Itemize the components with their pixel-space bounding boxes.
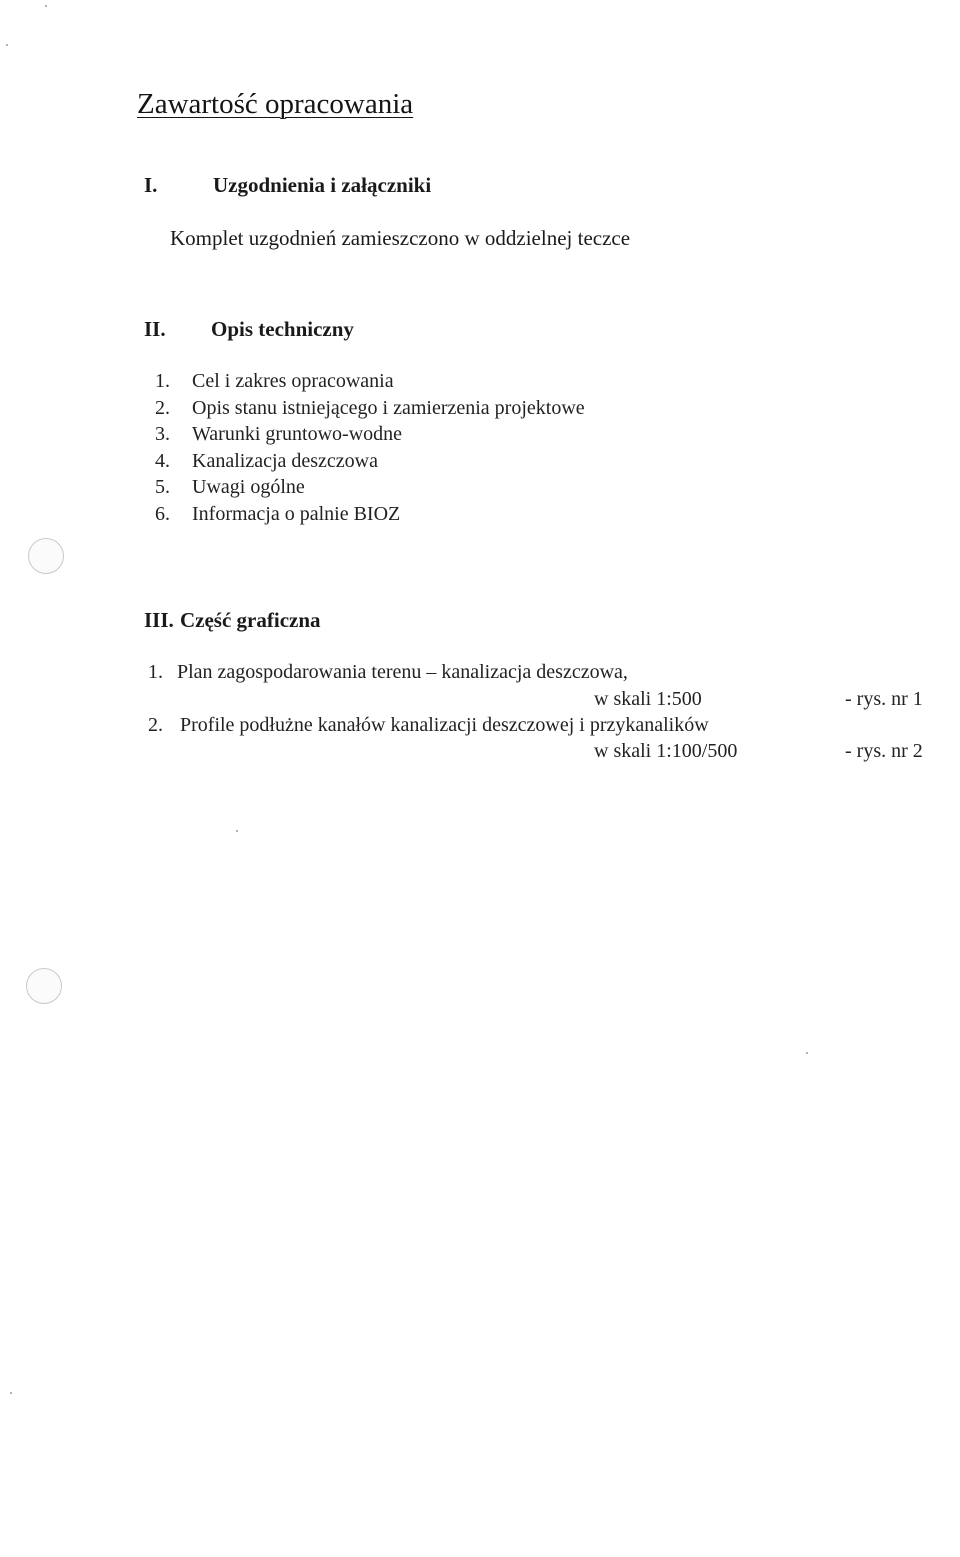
section-2-item-num: 3. — [155, 423, 170, 445]
punch-hole-lower — [26, 968, 62, 1004]
section-1-heading: Uzgodnienia i załączniki — [213, 173, 432, 197]
section-2-item-text: Opis stanu istniejącego i zamierzenia projektowe — [192, 397, 585, 419]
section-2-item-num: 1. — [155, 370, 170, 392]
section-2-item-num: 5. — [155, 476, 170, 498]
scan-speck — [10, 1392, 12, 1394]
section-3-heading: Część graficzna — [180, 608, 321, 632]
section-3-item-scale: w skali 1:500 — [594, 688, 702, 710]
section-3-item-ref: - rys. nr 1 — [845, 688, 923, 710]
section-3-item-num: 2. — [148, 714, 163, 736]
section-2-item-text: Cel i zakres opracowania — [192, 370, 394, 392]
section-3-item-num: 1. — [148, 661, 163, 683]
scan-speck — [6, 44, 8, 46]
scan-speck — [806, 1052, 808, 1054]
section-2-item-num: 2. — [155, 397, 170, 419]
section-2-item-text: Uwagi ogólne — [192, 476, 305, 498]
section-3-item-text: Profile podłużne kanałów kanalizacji deszczowej i przykanalików — [180, 714, 709, 736]
section-3-item-text: Plan zagospodarowania terenu – kanalizacja deszczowa, — [177, 661, 628, 683]
section-2-numeral: II. — [144, 317, 166, 341]
section-3-item-ref: - rys. nr 2 — [845, 740, 923, 762]
section-1-body: Komplet uzgodnień zamieszczono w oddzielnej teczce — [170, 226, 631, 250]
section-2-item-text: Kanalizacja deszczowa — [192, 450, 378, 472]
section-3-numeral: III. — [144, 608, 174, 632]
section-3-item-scale: w skali 1:100/500 — [594, 740, 738, 762]
section-2-item-text: Warunki gruntowo-wodne — [192, 423, 403, 445]
punch-hole-upper — [28, 538, 64, 574]
scan-speck — [236, 830, 238, 832]
section-2-heading: Opis techniczny — [211, 317, 354, 341]
document-title: Zawartość opracowania — [137, 88, 414, 120]
section-1-numeral: I. — [144, 173, 158, 197]
section-2-item-text: Informacja o palnie BIOZ — [192, 503, 401, 525]
scan-speck — [45, 5, 47, 7]
section-2-item-num: 4. — [155, 450, 170, 472]
section-2-item-num: 6. — [155, 503, 170, 525]
